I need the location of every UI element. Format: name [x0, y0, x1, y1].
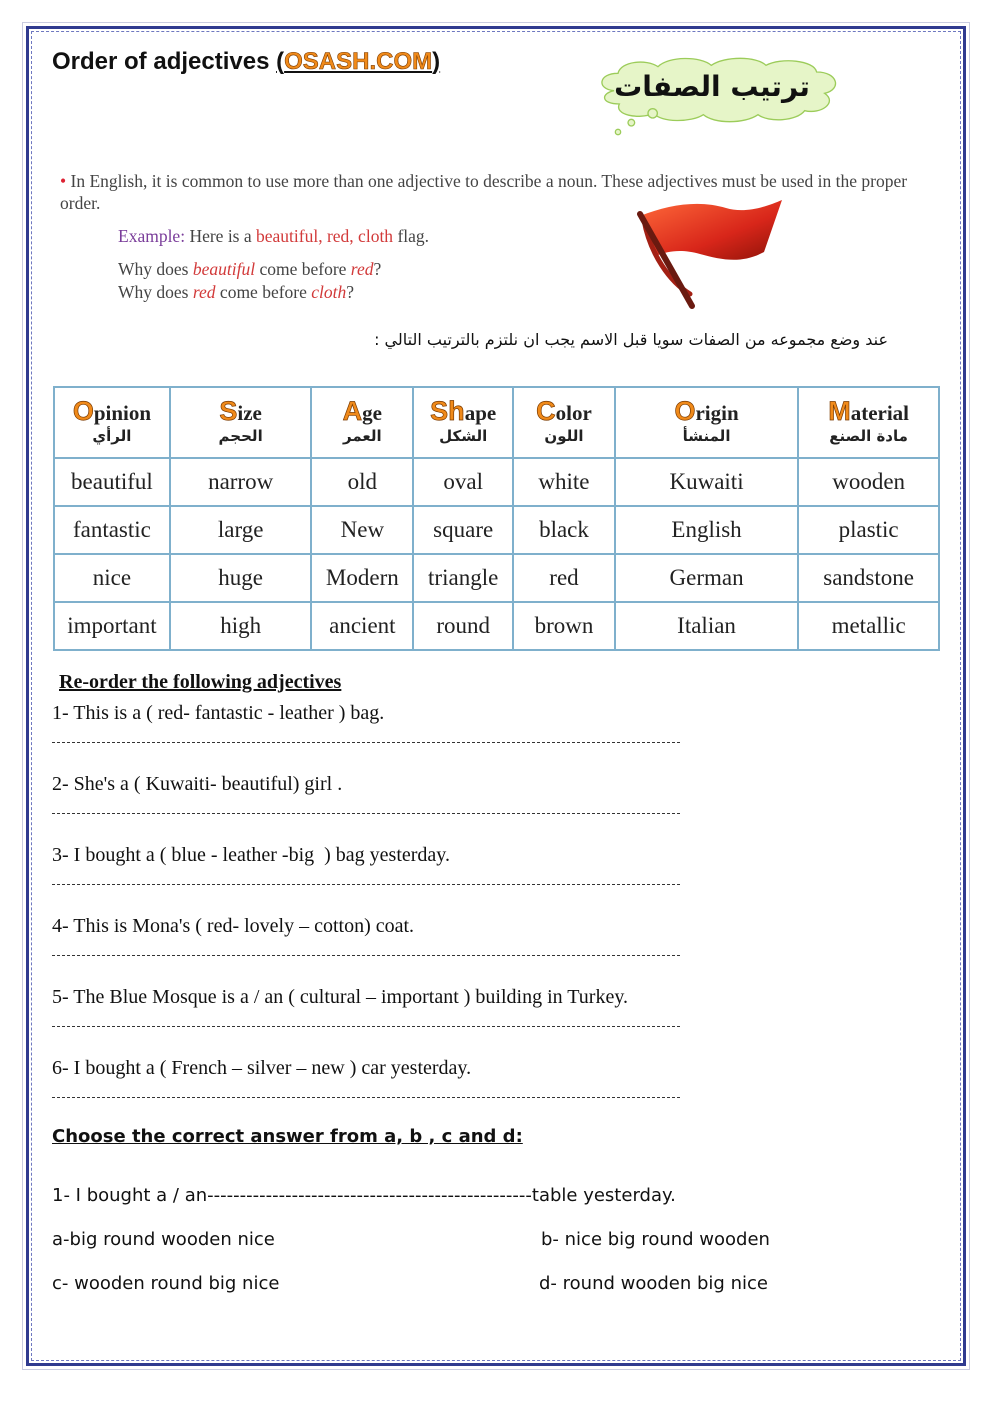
red-flag-icon — [630, 194, 790, 312]
table-cell: sandstone — [798, 554, 939, 602]
table-cell: large — [170, 506, 312, 554]
table-cell: old — [311, 458, 413, 506]
table-cell: black — [513, 506, 615, 554]
reorder-section-title: Re-order the following adjectives — [59, 671, 342, 693]
mc-question-1: 1- I bought a / an--------------------------------------------------table yesterday. — [52, 1185, 676, 1206]
reorder-question-5: 5- The Blue Mosque is a / an ( cultural – important ) building in Turkey. — [52, 986, 629, 1008]
table-cell: English — [615, 506, 798, 554]
table-cell: nice — [54, 554, 170, 602]
reorder-question-4: 4- This is Mona's ( red- lovely – cotton) coat. — [52, 915, 415, 937]
table-row — [54, 554, 939, 602]
answer-line-4[interactable] — [52, 955, 680, 956]
table-cell: narrow — [170, 458, 312, 506]
adjective-order-table — [53, 386, 940, 651]
answer-line-2[interactable] — [52, 813, 680, 814]
header-shape: Shape الشكل — [413, 387, 513, 458]
table-cell: Modern — [311, 554, 413, 602]
mc-option-a[interactable]: a-big round wooden nice — [52, 1229, 275, 1250]
table-cell: German — [615, 554, 798, 602]
table-cell: Italian — [615, 602, 798, 650]
table-cell: New — [311, 506, 413, 554]
arabic-instruction: عند وضع مجموعه من الصفات سويا قبل الاسم يجب ان نلتزم بالترتيب التالي : — [374, 330, 888, 349]
table-cell: plastic — [798, 506, 939, 554]
mc-option-b[interactable]: b- nice big round wooden — [541, 1229, 770, 1250]
title-text: Order of adjectives — [52, 48, 277, 75]
why-question-2: Why does red come before cloth? — [118, 282, 355, 302]
page-title — [52, 48, 440, 76]
reorder-question-6: 6- I bought a ( French – silver – new ) car yesterday. — [52, 1057, 472, 1079]
why-question-1: Why does beautiful come before red? — [118, 259, 382, 279]
mc-option-d[interactable]: d- round wooden big nice — [539, 1273, 768, 1294]
table-cell: red — [513, 554, 615, 602]
table-cell: wooden — [798, 458, 939, 506]
answer-line-1[interactable] — [52, 742, 680, 743]
table-cell: huge — [170, 554, 312, 602]
answer-line-3[interactable] — [52, 884, 680, 885]
table-row — [54, 506, 939, 554]
reorder-question-1: 1- This is a ( red- fantastic - leather ) bag. — [52, 702, 385, 724]
title-paren-close: ) — [432, 48, 441, 75]
table-cell: important — [54, 602, 170, 650]
mc-option-c[interactable]: c- wooden round big nice — [52, 1273, 280, 1294]
header-size: Size الحجم — [170, 387, 312, 458]
table-cell: beautiful — [54, 458, 170, 506]
header-opinion: Opinion الرأي — [54, 387, 170, 458]
header-origin: Origin المنشأ — [615, 387, 798, 458]
intro-paragraph — [60, 170, 940, 214]
example-label: Example: — [118, 226, 186, 246]
table-cell: square — [413, 506, 513, 554]
bullet-icon: • — [60, 171, 67, 191]
table-cell: Kuwaiti — [615, 458, 798, 506]
reorder-question-3: 3- I bought a ( blue - leather -big ) bag yesterday. — [52, 844, 450, 866]
table-cell: fantastic — [54, 506, 170, 554]
table-cell: round — [413, 602, 513, 650]
table-cell: high — [170, 602, 312, 650]
table-cell: oval — [413, 458, 513, 506]
arabic-title: ترتيب الصفات — [614, 70, 810, 103]
answer-line-6[interactable] — [52, 1097, 680, 1098]
header-color: Color اللون — [513, 387, 615, 458]
table-cell: brown — [513, 602, 615, 650]
table-row — [54, 458, 939, 506]
header-material: Material مادة الصنع — [798, 387, 939, 458]
table-cell: metallic — [798, 602, 939, 650]
table-cell: white — [513, 458, 615, 506]
example-adjectives: beautiful, red, cloth — [256, 226, 394, 246]
site-name: OSASH.COM — [284, 48, 433, 75]
choose-section-title: Choose the correct answer from a, b , c and d: — [52, 1126, 523, 1147]
table-cell: ancient — [311, 602, 413, 650]
intro-text: In English, it is common to use more than one adjective to describe a noun. These adjectives must be used in the proper order. — [60, 171, 908, 213]
table-header-row — [54, 387, 939, 458]
table-cell: triangle — [413, 554, 513, 602]
table-row — [54, 602, 939, 650]
example-sentence: Example: Here is a beautiful, red, cloth flag. — [118, 226, 430, 246]
header-age: Age العمر — [311, 387, 413, 458]
title-paren-open: ( — [276, 48, 285, 75]
reorder-question-2: 2- She's a ( Kuwaiti- beautiful) girl . — [52, 773, 343, 795]
answer-line-5[interactable] — [52, 1026, 680, 1027]
